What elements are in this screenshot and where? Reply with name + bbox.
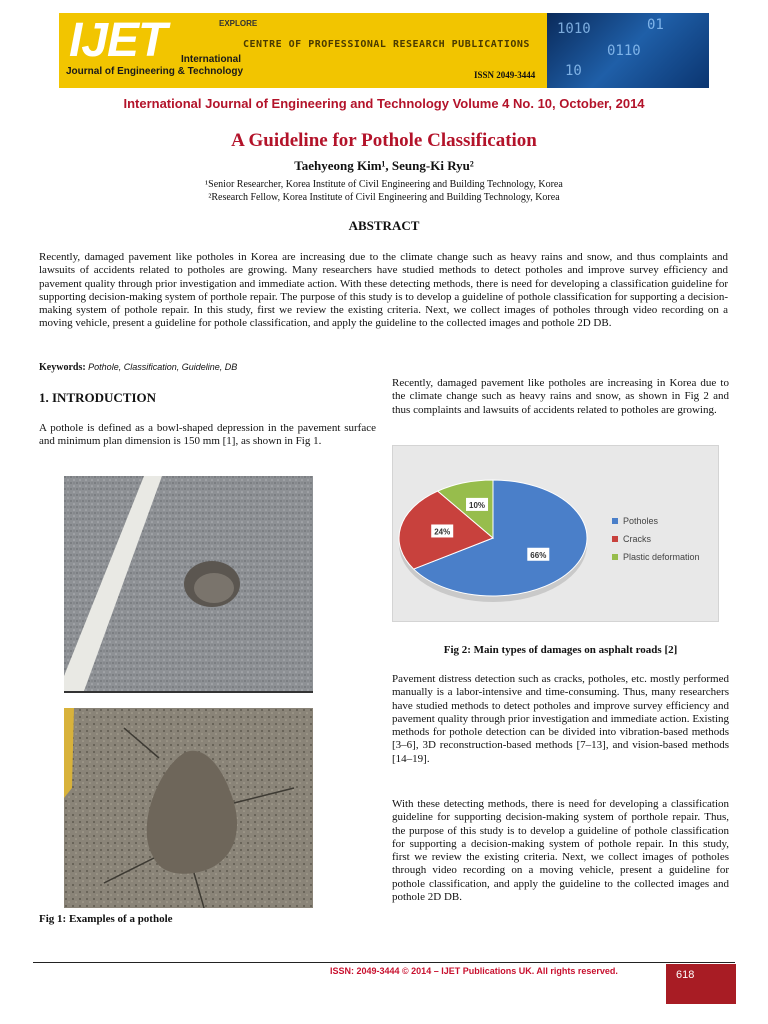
paper-title: A Guideline for Pothole Classification: [231, 130, 537, 151]
affiliation-1: ¹Senior Researcher, Korea Institute of Civil Engineering and Building Technology, Korea: [205, 179, 563, 190]
page-number: 618: [676, 969, 695, 981]
paper-authors: Taehyeong Kim¹, Seung-Ki Ryu²: [294, 158, 474, 173]
journal-volume-line: International Journal of Engineering and Technology Volume 4 No. 10, October, 2014: [123, 96, 645, 111]
binary-decoration-3: 01: [647, 17, 664, 33]
keywords-label: Keywords:: [39, 362, 86, 373]
binary-decoration-1: 1010: [557, 21, 591, 37]
banner-issn: ISSN 2049-3444: [474, 70, 536, 80]
pie-legend: [612, 516, 700, 562]
pie-slices: [399, 480, 587, 596]
intro-heading: 1. INTRODUCTION: [39, 390, 157, 405]
journal-banner: [59, 13, 709, 88]
legend-swatch: [612, 518, 618, 524]
explore-label: EXPLORE: [219, 19, 258, 28]
legend-label: Potholes: [623, 516, 659, 526]
keywords-line: [39, 362, 237, 373]
pie-data-label: 24%: [434, 527, 451, 537]
pie-chart-svg: [393, 446, 718, 621]
pie-data-label: 66%: [530, 550, 547, 560]
legend-label: Plastic deformation: [623, 552, 700, 562]
fig2-caption: Fig 2: Main types of damages on asphalt roads [2]: [443, 644, 678, 656]
binary-decoration-4: 10: [565, 63, 582, 79]
intro-paragraph: A pothole is defined as a bowl-shaped depression in the pavement surface and minimum plan dimension is 150 mm [1], as shown in Fig 1.: [39, 422, 376, 448]
banner-tech-image: [547, 13, 709, 88]
keywords-values: Pothole, Classification, Guideline, DB: [88, 362, 238, 372]
abstract-heading: ABSTRACT: [348, 218, 420, 233]
legend-swatch: [612, 536, 618, 542]
legend-label: Cracks: [623, 534, 652, 544]
ijet-logo: IJET: [69, 14, 167, 67]
page-number-badge: [666, 964, 736, 1004]
pothole-photo-2: [64, 708, 313, 908]
legend-swatch: [612, 554, 618, 560]
right-paragraph-1: Recently, damaged pavement like potholes are increasing in Korea due to the climate change such as heavy rains and snow, as shown in Fig 2 and thus complaints and lawsuits of accidents related to potholes are growing.: [392, 377, 729, 416]
abstract-text: Recently, damaged pavement like potholes in Korea are increasing due to the climate change such as heavy rains and snow, and thus complaints and lawsuits of accidents related to potholes are growing. Many researchers have studied methods to detect potholes and improve survey efficiency and pavement quality through prior investigation and immediate action. With these detecting methods, there is need for developing a classification guideline for supporting decision-making system of porthole repair. The purpose of this study is to develop a guideline of pothole classification for supporting a decision-making system of pothole repair. In this study, first we review the existing criteria. Next, we collect images of potholes through video recording on a moving vehicle, present a guideline for pothole classification, and apply the guideline to the collected images and pothole 2D DB.: [39, 251, 728, 330]
journal-name-label: Journal of Engineering & Technology: [66, 66, 244, 77]
pie-data-label: 10%: [469, 500, 486, 510]
right-paragraph-2: Pavement distress detection such as cracks, potholes, etc. mostly performed manually is a labor-intensive and time-consuming. Thus, many researchers have studied methods to detect potholes and improve survey efficiency and pavement quality through prior investigation and immediate action. Existing methods for pothole detection can be divided into vibration-based methods [3–6], 3D reconstruction-based methods [7–13], and vision-based methods [14–19].: [392, 673, 729, 765]
footer-copyright: ISSN: 2049-3444 © 2014 – IJET Publications UK. All rights reserved.: [330, 966, 618, 976]
affiliation-2: ²Research Fellow, Korea Institute of Civil Engineering and Building Technology, Korea: [208, 192, 560, 203]
publisher-label: CENTRE OF PROFESSIONAL RESEARCH PUBLICATIONS: [243, 39, 530, 50]
pothole-photo-1: [64, 476, 313, 693]
international-label: International: [181, 54, 242, 65]
damage-types-pie-chart: [392, 445, 719, 622]
right-paragraph-3: With these detecting methods, there is need for developing a classification guideline for supporting decision-making system of porthole repair. Thus, the purpose of this study is to develop a guideline of pothole classification for supporting a decision-making system of pothole repair. In this study, first we review the existing criteria. Next, we collect images of potholes through video recording on a moving vehicle, present a guideline for pothole classification, and apply the guideline to the collected images and pothole 2D DB.: [392, 798, 729, 904]
fig1-caption: Fig 1: Examples of a pothole: [39, 913, 173, 925]
footer-divider: [33, 962, 735, 963]
binary-decoration-2: 0110: [607, 43, 641, 59]
